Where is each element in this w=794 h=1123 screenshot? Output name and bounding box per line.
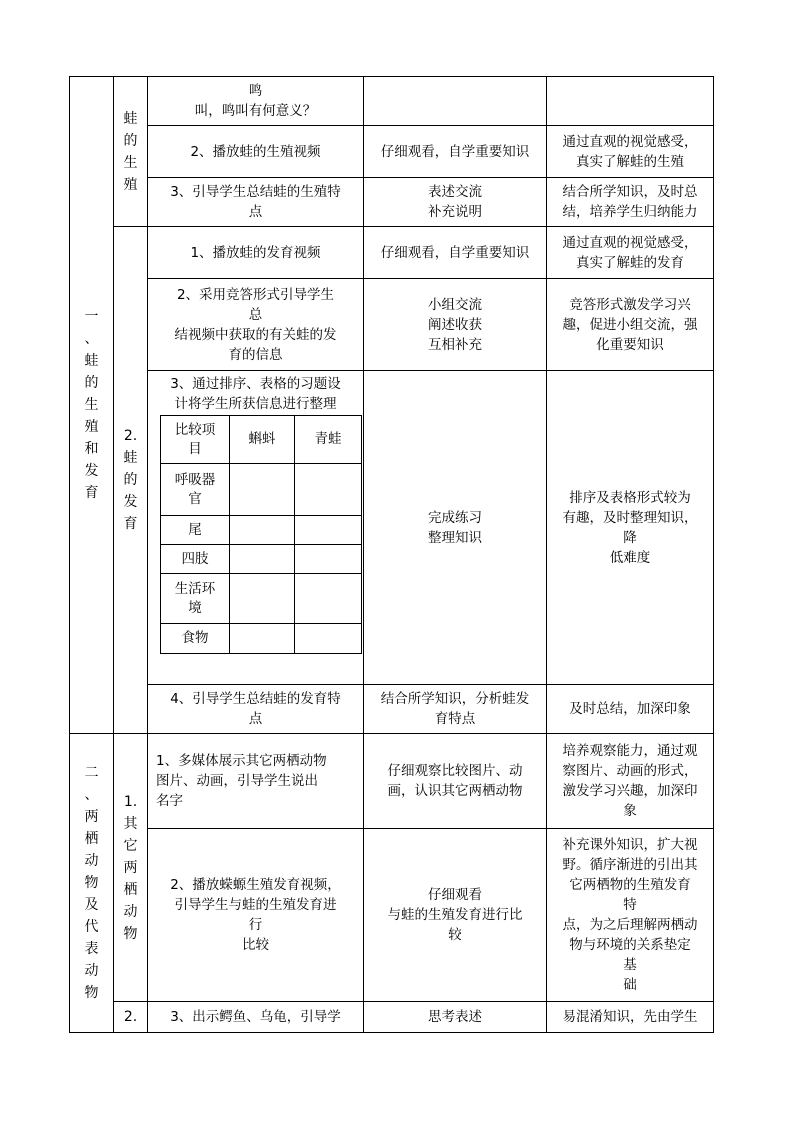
goal-cell: 补充课外知识，扩大视 野。循序渐进的引出其 它两栖物的生殖发育 特 点，为之后理解两栖动 物与环境的关系垫定 基 础 [562,837,698,993]
student-cell: 结合所学知识，分析蛙发 育特点 [380,691,530,727]
vertical-char: 蛙 [123,450,138,466]
table-row [70,1002,714,1033]
goal-cell: 结合所学知识，及时总 结，培养学生归纳能力 [562,184,698,220]
goal-cell: 竞答形式激发学习兴 趣，促进小组交流，强 化重要知识 [562,296,698,353]
vertical-char: 蛙 [123,110,138,127]
vertical-char: 育 [84,485,99,501]
vertical-char: 育 [123,516,138,532]
vertical-char: 生 [123,154,138,171]
vertical-char: 物 [84,985,99,1001]
vertical-char: 栖 [123,881,138,898]
comparison-table [160,415,362,654]
vertical-char: 的 [123,132,138,149]
compare-row-label: 四肢 [161,545,230,574]
vertical-char: 的 [123,472,138,488]
vertical-char: 蛙 [84,353,99,369]
section-label-2 [70,734,114,1033]
goal-cell: 易混淆知识，先由学生 [562,1009,698,1025]
activity-cell: 2、采用竞答形式引导学生 总 结视频中获取的有关蛙的发 育的信息 [174,286,337,363]
vertical-char: 2. [123,428,138,444]
compare-blank-cell [230,516,295,545]
compare-blank-cell [295,624,362,654]
vertical-char: 两 [123,859,138,876]
goal-cell: 培养观察能力，通过观 察图片、动画的形式， 激发学习兴趣，加深印 象 [562,743,698,819]
table-row [70,371,714,685]
goal-cell: 通过直观的视觉感受， 真实了解蛙的发育 [562,234,698,271]
table-row [70,279,714,371]
compare-blank-cell [230,624,295,654]
vertical-char: 发 [84,463,99,479]
table-row [70,685,714,734]
table-row [70,77,714,126]
activity-cell: 3、引导学生总结蛙的生殖特 点 [170,184,341,220]
vertical-char: 两 [84,809,99,825]
compare-blank-cell [295,574,362,624]
vertical-char: 栖 [84,831,99,847]
vertical-char: 二 [84,765,99,781]
compare-row-label: 食物 [161,624,230,654]
student-cell: 表述交流 补充说明 [428,184,482,220]
goal-cell: 排序及表格形式较为 有趣，及时整理知识， 降 低难度 [562,489,698,566]
subsection-label-development [114,227,148,734]
vertical-char: 一 [84,309,99,325]
vertical-char: 和 [84,441,99,457]
vertical-char: 、 [84,787,99,803]
student-cell: 仔细观看，自学重要知识 [380,244,530,261]
compare-blank-cell [230,545,295,574]
vertical-char: 发 [123,494,138,510]
activity-cell: 2、播放蝾螈生殖发育视频， 引导学生与蛙的生殖发育进 行 比较 [170,877,341,953]
vertical-char: 1. [123,793,138,810]
vertical-char: 它 [123,837,138,854]
table-row [70,126,714,178]
vertical-char: 、 [84,331,99,347]
student-cell: 小组交流 阐述收获 互相补充 [428,296,482,353]
vertical-char: 物 [84,875,99,891]
vertical-char: 动 [84,853,99,869]
subsection-label-reproduction [114,77,148,227]
section-label-1 [70,77,114,734]
vertical-char: 表 [84,941,99,957]
compare-row-label: 生活环 境 [161,574,230,624]
compare-blank-cell [295,545,362,574]
compare-blank-cell [230,574,295,624]
student-cell: 思考表述 [428,1009,482,1025]
compare-header: 蝌蚪 [230,416,295,464]
student-cell [364,100,546,102]
activity-cell: 4、引导学生总结蛙的发育特 点 [170,691,341,727]
table-row [70,734,714,829]
subsection-label-other-amphibians [114,734,148,1002]
table-row [70,829,714,1002]
activity-cell: 1、多媒体展示其它两栖动物 图片、动画，引导学生说出 名字 [156,753,327,809]
compare-blank-cell [230,464,295,516]
vertical-char: 殖 [84,419,99,435]
table-row [70,227,714,279]
goal-cell [547,100,713,102]
vertical-char: 及 [84,897,99,913]
compare-row-label: 呼吸器 官 [161,464,230,516]
vertical-char: 动 [84,963,99,979]
compare-row-label: 尾 [161,516,230,545]
vertical-char: 殖 [123,176,138,193]
student-cell: 仔细观看，自学重要知识 [380,143,530,160]
student-cell: 仔细观看 与蛙的生殖发育进行比 较 [387,887,523,943]
compare-header: 比较项 目 [161,416,230,464]
activity-cell: 2、播放蛙的生殖视频 [190,143,321,160]
goal-cell: 及时总结，加深印象 [569,701,691,717]
vertical-char: 2. [123,1009,138,1025]
student-cell: 完成练习 整理知识 [428,509,482,546]
subsection-label-2 [114,1002,148,1033]
lesson-plan-table [69,76,714,1033]
vertical-char: 其 [123,815,138,832]
activity-cell: 1、播放蛙的发育视频 [190,244,321,261]
activity-cell: 鸣 叫，鸣叫有何意义？ [194,83,317,119]
compare-blank-cell [295,516,362,545]
goal-cell: 通过直观的视觉感受， 真实了解蛙的生殖 [562,133,698,170]
student-cell: 仔细观察比较图片、动 画，认识其它两栖动物 [387,763,523,799]
compare-header: 青蛙 [295,416,362,464]
activity-cell: 3、通过排序、表格的习题设 计将学生所获信息进行整理 [170,376,341,412]
compare-blank-cell [295,464,362,516]
activity-cell: 3、出示鳄鱼、乌龟，引导学 [170,1009,341,1025]
vertical-char: 物 [123,925,138,942]
vertical-char: 代 [84,919,99,935]
vertical-char: 的 [84,375,99,391]
vertical-char: 动 [123,903,138,920]
table-row [70,178,714,227]
vertical-char: 生 [84,397,99,413]
